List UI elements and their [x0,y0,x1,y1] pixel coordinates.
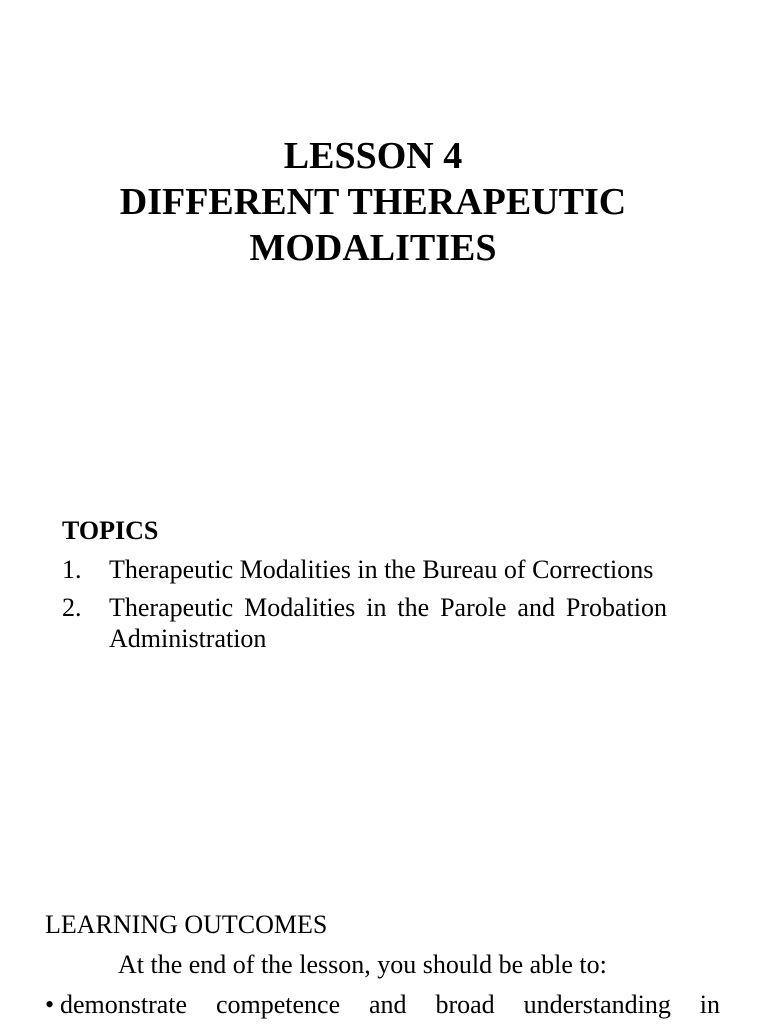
topics-section [62,515,667,661]
outcome-item [45,989,720,1021]
learning-outcomes-heading: LEARNING OUTCOMES [45,910,328,939]
lesson-title [0,133,746,271]
bullet-icon: • [45,990,55,1019]
topic-number: 1. [62,555,82,584]
lesson-title-line-1: DIFFERENT THERAPEUTIC [119,181,627,223]
topic-item [62,554,667,585]
lesson-title-line-2: MODALITIES [249,227,497,269]
topic-text: Therapeutic Modalities in the Parole and Probation Administration [109,593,667,653]
learning-outcomes-intro: At the end of the lesson, you should be able to: [118,950,607,979]
topic-number: 2. [62,593,82,622]
outcome-text: demonstrate competence and broad understanding in [60,990,720,1019]
learning-outcomes-section [45,909,720,1021]
lesson-number: LESSON 4 [283,135,463,177]
topic-item [62,592,667,654]
topic-text: Therapeutic Modalities in the Bureau of Corrections [109,555,654,584]
topics-heading: TOPICS [62,516,159,545]
